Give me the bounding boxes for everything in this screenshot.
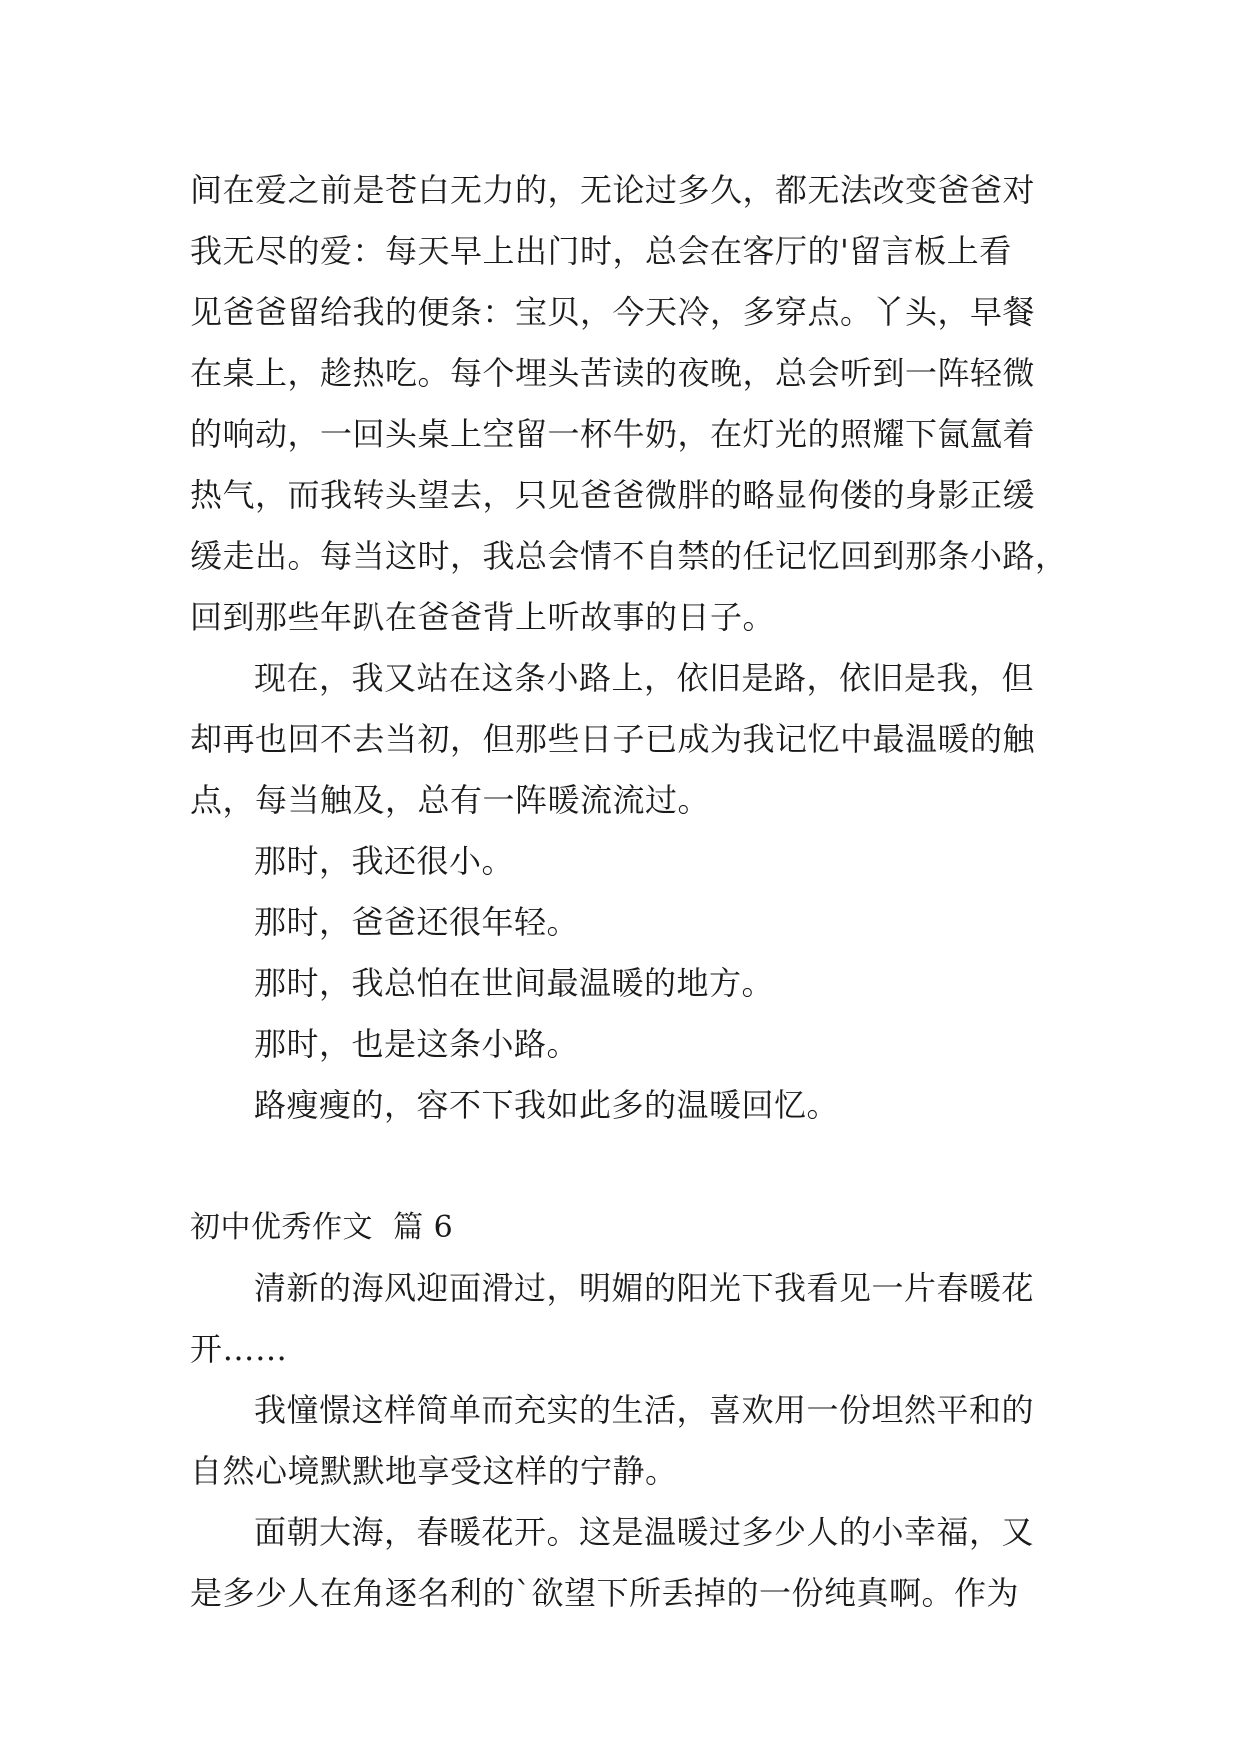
essay6-paragraph-1 [190, 1258, 1050, 1380]
essay6-paragraph-3 [190, 1502, 1050, 1624]
essay6-paragraph-2 [190, 1380, 1050, 1502]
text-line: 自然心境默默地享受这样的宁静。 [190, 1452, 678, 1490]
text-line: 在桌上，趁热吃。每个埋头苦读的夜晚，总会听到一阵轻微 [190, 354, 1036, 392]
text-line: 我无尽的爱：每天早上出门时，总会在客厅的'留言板上看 [190, 232, 1012, 270]
text-line: 开…… [190, 1330, 288, 1368]
paragraph-gap [190, 1136, 1050, 1197]
short-lines [190, 831, 1050, 1136]
text-line: 缓走出。每当这时，我总会情不自禁的任记忆回到那条小路， [190, 537, 1068, 575]
text-line: 那时，我还很小。 [254, 842, 515, 880]
text-line: 热气，而我转头望去，只见爸爸微胖的略显佝偻的身影正缓 [190, 476, 1036, 514]
text-line: 回到那些年趴在爸爸背上听故事的日子。 [190, 598, 776, 636]
text-line: 是多少人在角逐名利的`欲望下所丢掉的一份纯真啊。作为 [190, 1574, 1020, 1612]
text-line: 那时，爸爸还很年轻。 [254, 903, 580, 941]
text-line: 点，每当触及，总有一阵暖流流过。 [190, 781, 711, 819]
continued-paragraph [190, 160, 1068, 648]
text-line: 的响动，一回头桌上空留一杯牛奶，在灯光的照耀下氤氲着 [190, 415, 1036, 453]
paragraph-now [190, 648, 1050, 831]
document-body [190, 160, 1068, 1624]
section-heading: 初中优秀作文 篇 6 [190, 1210, 454, 1245]
text-line: 路瘦瘦的，容不下我如此多的温暖回忆。 [254, 1086, 840, 1124]
text-line: 见爸爸留给我的便条：宝贝，今天冷，多穿点。丫头，早餐 [190, 293, 1036, 331]
text-line: 我憧憬这样简单而充实的生活，喜欢用一份坦然平和的 [254, 1391, 1035, 1429]
text-line: 清新的海风迎面滑过，明媚的阳光下我看见一片春暖花 [254, 1269, 1035, 1307]
text-line: 那时，也是这条小路。 [254, 1025, 580, 1063]
text-line: 却再也回不去当初，但那些日子已成为我记忆中最温暖的触 [190, 720, 1036, 758]
text-line: 面朝大海，春暖花开。这是温暖过多少人的小幸福，又 [254, 1513, 1035, 1551]
text-line: 现在，我又站在这条小路上，依旧是路，依旧是我，但 [254, 659, 1035, 697]
text-line: 间在爱之前是苍白无力的，无论过多久，都无法改变爸爸对 [190, 171, 1036, 209]
text-line: 那时，我总怕在世间最温暖的地方。 [254, 964, 775, 1002]
